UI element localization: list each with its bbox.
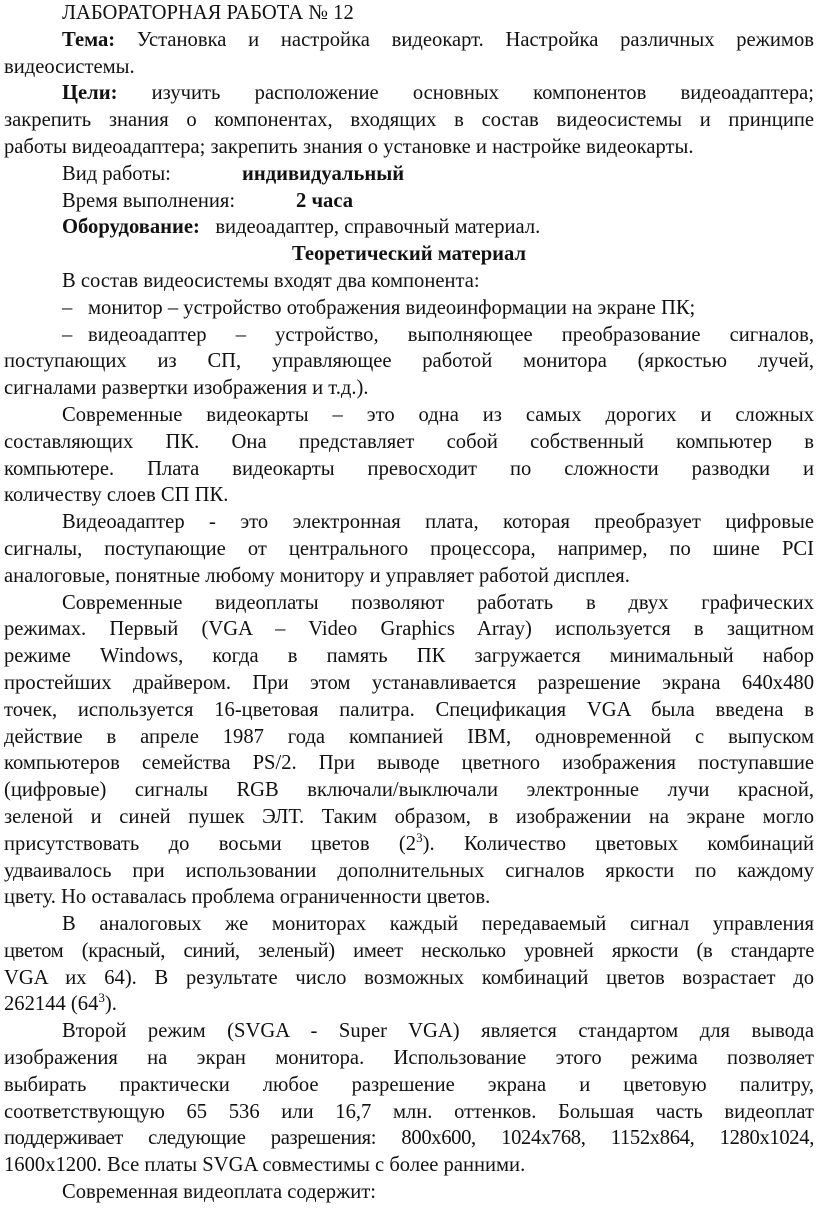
list-item-2-line-3: сигналами развертки изображения и т.д.).	[4, 377, 369, 400]
paragraph-6-line-5: поддерживает следующие разрешения: 800x600, 1024x768, 1152x864, 1280x1024,	[4, 1127, 814, 1150]
paragraph-4-line-6: действие в апреле 1987 года компанией IBM, одновременной с выпуском	[4, 725, 814, 748]
time-line	[4, 188, 814, 215]
paragraph-5-line-2: цветом (красный, синий, зеленый) имеет несколько уровней яркости (в стандарте	[4, 939, 814, 962]
list-item-2-line-1	[4, 322, 814, 349]
dash-bullet: –	[62, 296, 73, 319]
paragraph-6-line-3: выбирать практически любое разрешение экрана и цветовую палитру,	[4, 1073, 814, 1096]
paragraph-4-line-12: цвету. Но оставалась проблема ограниченности цветов.	[4, 886, 491, 909]
equipment-value: видеоадаптер, справочный материал.	[215, 216, 541, 239]
paragraph-5-line-4	[4, 991, 814, 1018]
goals-text: изучить расположение основных компонентов видеоадаптера;	[151, 82, 814, 105]
goals-line-1	[4, 80, 814, 107]
list-item-1	[4, 295, 814, 322]
list-item-2-line-2: поступающих из СП, управляющее работой монитора (яркостью лучей,	[4, 350, 814, 373]
paragraph-4-line-1: Современные видеоплаты позволяют работать в двух графических	[62, 591, 814, 614]
goals-label: Цели:	[62, 82, 118, 105]
goals-line-2: закрепить знания о компонентах, входящих в состав видеосистемы и принципе	[4, 109, 814, 132]
time-value: 2 часа	[296, 189, 354, 212]
superscript: 3	[416, 829, 423, 845]
time-label: Время выполнения:	[62, 189, 236, 212]
paragraph-2-line-4: количеству слоев СП ПК.	[4, 484, 229, 507]
topic-text: Установка и настройка видеокарт. Настройка различных режимов	[136, 28, 814, 51]
paragraph-4-line-7: компьютеров семейства PS/2. При выводе цветного изображения поступавшие	[4, 752, 814, 775]
equipment-label: Оборудование:	[62, 216, 200, 239]
topic-line-1	[4, 27, 814, 54]
equipment-line	[4, 214, 814, 241]
paragraph-4-line-11: удваивалось при использовании дополнительных сигналов яркости по каждому	[4, 859, 814, 882]
paragraph-2-line-3: компьютере. Плата видеокарты превосходит по сложности разводки и	[4, 457, 814, 480]
paragraph-6-line-1: Второй режим (SVGA - Super VGA) является стандартом для вывода	[62, 1020, 814, 1043]
topic-line-2: видеосистемы.	[4, 55, 135, 78]
p4-text-b: ). Количество цветовых комбинаций	[422, 832, 815, 855]
list-item-2-text: видеоадаптер – устройство, выполняющее преобразование сигналов,	[88, 323, 814, 346]
worktype-label: Вид работы:	[62, 162, 171, 185]
paragraph-7: Современная видеоплата содержит:	[62, 1181, 377, 1204]
list-item-1-text: монитор – устройство отображения видеоинформации на экране ПК;	[88, 296, 696, 319]
paragraph-6-line-2: изображения на экран монитора. Использование этого режима позволяет	[4, 1047, 814, 1070]
paragraph-5-line-1: В аналоговых же мониторах каждый передаваемый сигнал управления	[62, 913, 814, 936]
paragraph-4-line-9: зеленой и синей пушек ЭЛТ. Таким образом, в изображении на экране могло	[4, 805, 814, 828]
dash-bullet: –	[62, 323, 73, 346]
paragraph-3-line-3: аналоговые, понятные любому монитору и управляет работой дисплея.	[4, 564, 630, 587]
paragraph-4-line-4: простейших драйвером. При этом устанавливается разрешение экрана 640x480	[4, 671, 814, 694]
worktype-value: индивидуальный	[242, 162, 405, 185]
paragraph-1: В состав видеосистемы входят два компонента:	[62, 269, 480, 292]
p5-text-a: 262144 (64	[4, 993, 99, 1016]
worktype-line	[4, 161, 814, 188]
paragraph-5-line-3: VGA их 64). В результате число возможных комбинаций цветов возрастает до	[4, 966, 814, 989]
superscript: 3	[98, 990, 105, 1006]
paragraph-2-line-2: составляющих ПК. Она представляет собой собственный компьютер в	[4, 430, 814, 453]
paragraph-4-line-2: режимах. Первый (VGA – Video Graphics Array) используется в защитном	[4, 618, 814, 641]
paragraph-2-line-1: Современные видеокарты – это одна из самых дорогих и сложных	[62, 403, 814, 426]
paragraph-4-line-3: режиме Windows, когда в память ПК загружается минимальный набор	[4, 645, 814, 668]
paragraph-3-line-1: Видеоадаптер - это электронная плата, которая преобразует цифровые	[62, 511, 814, 534]
paragraph-6-line-4: соответствующую 65 536 или 16,7 млн. оттенков. Большая часть видеоплат	[4, 1100, 814, 1123]
p4-text-a: присутствовать до восьми цветов (2	[4, 832, 417, 855]
goals-line-3: работы видеоадаптера; закрепить знания о установке и настройке видеокарты.	[4, 135, 694, 158]
paragraph-3-line-2: сигналы, поступающие от центрального процессора, например, по шине PCI	[4, 537, 814, 560]
document-title: ЛАБОРАТОРНАЯ РАБОТА № 12	[62, 2, 354, 24]
section-heading: Теоретический материал	[291, 243, 527, 266]
paragraph-4-line-8: (цифровые) сигналы RGB включали/выключали электронные лучи красной,	[4, 779, 814, 802]
paragraph-6-line-6: 1600x1200. Все платы SVGA совместимы с более ранними.	[4, 1154, 526, 1177]
p5-text-b: ).	[104, 993, 117, 1016]
topic-label: Тема:	[62, 28, 116, 51]
paragraph-4-line-5: точек, используется 16-цветовая палитра. Спецификация VGA была введена в	[4, 698, 814, 721]
paragraph-4-line-10	[4, 831, 814, 858]
